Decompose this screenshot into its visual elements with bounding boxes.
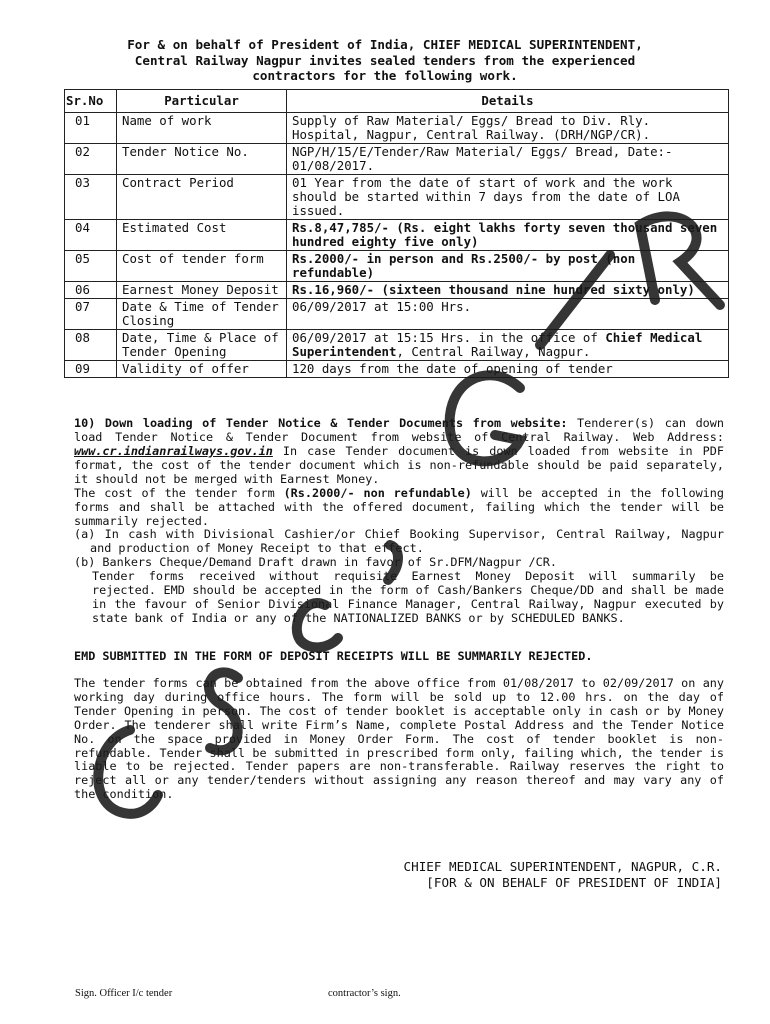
row-details: NGP/H/15/E/Tender/Raw Material/ Eggs/ Bread, Date:- 01/08/2017. <box>287 144 729 175</box>
table-row <box>65 175 729 220</box>
table-header-row <box>65 90 729 113</box>
row-particular: Estimated Cost <box>117 220 287 251</box>
signoff-designation: CHIEF MEDICAL SUPERINTENDENT, NAGPUR, C.R. <box>403 859 722 874</box>
row-details <box>287 330 729 361</box>
column-header-sr: Sr.No <box>65 90 117 113</box>
emd-notice: EMD SUBMITTED IN THE FORM OF DEPOSIT RECEIPTS WILL BE SUMMARILY REJECTED. <box>74 649 593 663</box>
section-10-text: In case Tender document is down loaded from website in PDF format, the cost of the tender document which is non-refundable should be paid separately, it should not be merged with Earnest Money. <box>74 443 724 486</box>
row-sr: 02 <box>65 144 117 175</box>
signoff-behalf: [FOR & ON BEHALF OF PRESIDENT OF INDIA] <box>426 875 722 890</box>
final-paragraph: The tender forms can be obtained from the above office from 01/08/2017 to 02/09/2017 on any working day during office hours. The form will be sold up to 12.00 hrs. on the day of Tender Opening in person. The cost of tender booklet is acceptable only in cash or by Money Order. The tenderer shall write Firm’s Name, complete Postal Address and the Tender Notice No. on the space provided in Money Order Form. The cost of tender booklet is non-refundable. Tender shall be submitted in prescribed form only, failing which, the tender is liable to be rejected. Tender papers are non-transferable. Railway reserves the right to reject all or any tender/tenders without assigning any reason thereof and may vary any of the condition. <box>74 676 724 802</box>
header-line-2: Central Railway Nagpur invites sealed tenders from the experienced <box>134 52 636 68</box>
row-details: Rs.16,960/- (sixteen thousand nine hundred sixty only) <box>287 282 729 299</box>
section-10-heading: 10) Down loading of Tender Notice & Tender Documents from website: <box>74 416 568 430</box>
row-particular: Date & Time of Tender Closing <box>117 299 287 330</box>
details-office-name: Chief Medical Superintendent <box>292 330 703 359</box>
emd-paragraph <box>92 570 724 626</box>
section-10-paragraph <box>74 417 724 487</box>
table-row <box>65 251 729 282</box>
table-row <box>65 330 729 361</box>
option-a-text: (a) In cash with Divisional Cashier/or Chief Booking Supervisor, Central Railway, Nagpur and production of Money Receipt to that effect. <box>74 527 724 555</box>
officer-signature-label: Sign. Officer I/c tender <box>75 988 173 999</box>
table-row <box>65 113 729 144</box>
column-header-details: Details <box>287 90 729 113</box>
tender-details-table <box>64 89 729 378</box>
row-particular: Name of work <box>117 113 287 144</box>
table-row <box>65 299 729 330</box>
table-row <box>65 220 729 251</box>
payment-option-a <box>74 528 724 556</box>
details-text: 06/09/2017 at 15:15 Hrs. in the office of <box>292 330 606 345</box>
notice-header <box>60 37 710 84</box>
option-b-text: (b) Bankers Cheque/Demand Draft drawn in favor of Sr.DFM/Nagpur /CR. <box>74 555 557 569</box>
header-line-3: contractors for the following work. <box>252 68 518 83</box>
contractor-signature-label: contractor’s sign. <box>328 988 401 999</box>
signoff-block <box>404 859 722 891</box>
row-details: Supply of Raw Material/ Eggs/ Bread to Div. Rly. Hospital, Nagpur, Central Railway. (DRH/NGP/CR). <box>287 113 729 144</box>
emd-text: Tender forms received without requisite Earnest Money Deposit will summarily be rejected. EMD should be accepted in the form of Cash/Bankers Cheque/DD and shall be made in the favour of Senior Divisional Finance Manager, Central Railway, Nagpur executed by state bank of India or any of the NATIONALIZED BANKS or by SCHEDULED BANKS. <box>92 569 724 625</box>
row-particular: Cost of tender form <box>117 251 287 282</box>
header-line-1: For & on behalf of President of India, CHIEF MEDICAL SUPERINTENDENT, <box>127 37 643 52</box>
row-details: 06/09/2017 at 15:00 Hrs. <box>287 299 729 330</box>
cost-text: The cost of the tender form <box>74 486 284 500</box>
payment-option-b <box>74 556 724 570</box>
row-particular: Date, Time & Place of Tender Opening <box>117 330 287 361</box>
row-sr: 06 <box>65 282 117 299</box>
website-link[interactable]: www.cr.indianrailways.gov.in <box>74 443 273 458</box>
row-particular: Validity of offer <box>117 361 287 378</box>
section-10-text: Tenderer(s) can down load Tender Notice & Tender Document from website of Central Railway. Web Address: <box>74 416 724 444</box>
row-sr: 07 <box>65 299 117 330</box>
row-sr: 05 <box>65 251 117 282</box>
details-text: , Central Railway, Nagpur. <box>396 344 591 359</box>
row-sr: 09 <box>65 361 117 378</box>
row-particular: Tender Notice No. <box>117 144 287 175</box>
cost-amount: (Rs.2000/- non refundable) <box>283 486 472 500</box>
row-sr: 08 <box>65 330 117 361</box>
row-particular: Earnest Money Deposit <box>117 282 287 299</box>
table-row <box>65 282 729 299</box>
row-details: Rs.2000/- in person and Rs.2500/- by post (non refundable) <box>287 251 729 282</box>
row-sr: 03 <box>65 175 117 220</box>
row-details: 01 Year from the date of start of work and the work should be started within 7 days from the date of LOA issued. <box>287 175 729 220</box>
row-sr: 01 <box>65 113 117 144</box>
row-details: Rs.8,47,785/- (Rs. eight lakhs forty seven thousand seven hundred eighty five only) <box>287 220 729 251</box>
table-row <box>65 144 729 175</box>
column-header-particular: Particular <box>117 90 287 113</box>
row-details: 120 days from the date of opening of tender <box>287 361 729 378</box>
row-particular: Contract Period <box>117 175 287 220</box>
cost-paragraph <box>74 487 724 529</box>
table-row <box>65 361 729 378</box>
cost-text: will be accepted in the following forms and shall be attached with the offered document, failing which the tender will be summarily rejected. <box>74 486 724 528</box>
row-sr: 04 <box>65 220 117 251</box>
